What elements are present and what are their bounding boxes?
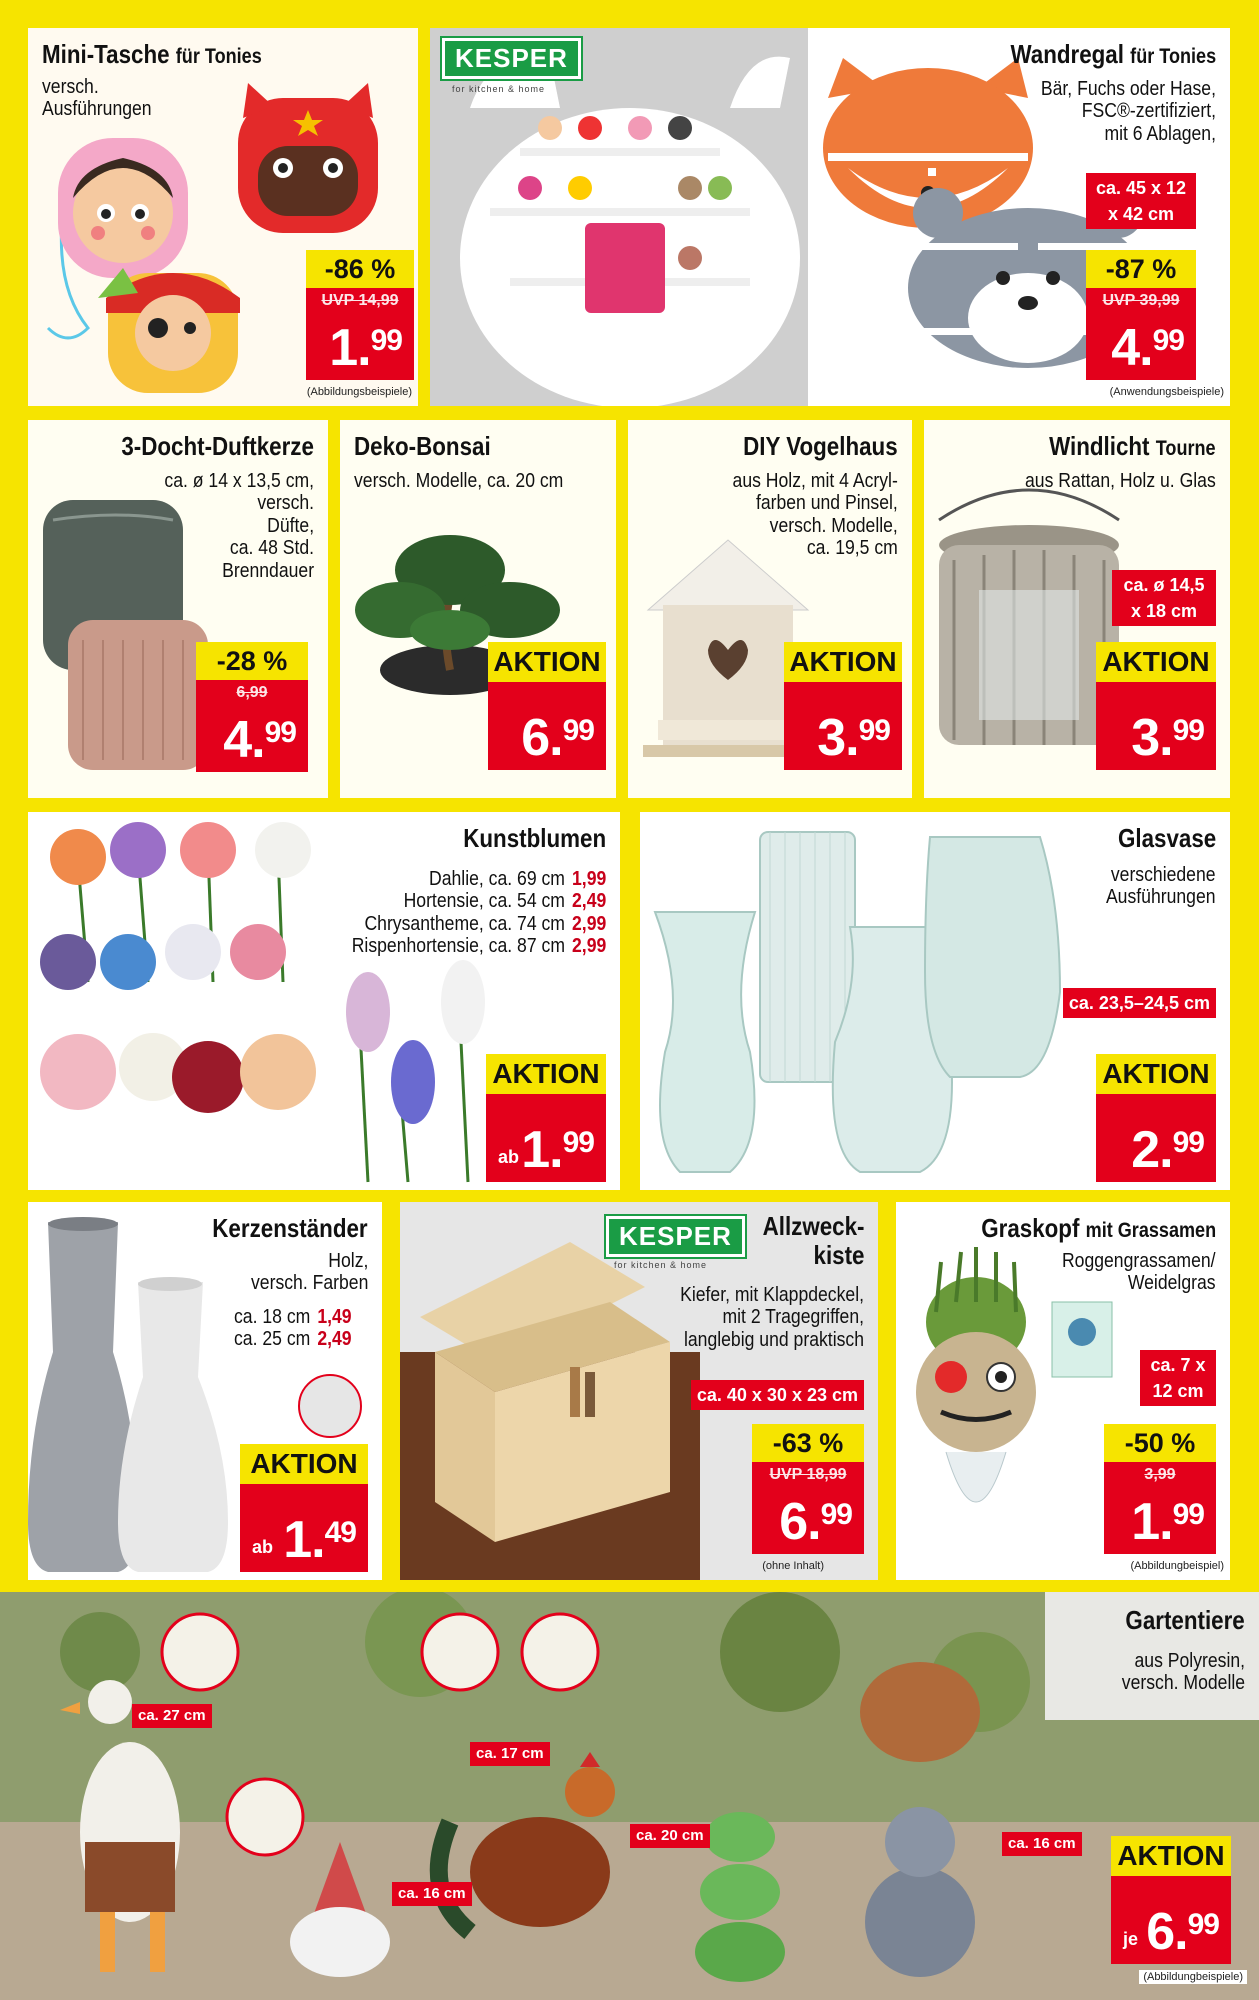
product-title: 3-Docht-Duftkerze <box>121 431 314 461</box>
price-value: 3.99 <box>817 709 890 767</box>
size-label: ca. 16 cm <box>392 1882 472 1906</box>
kesper-tagline: for kitchen & home <box>614 1260 708 1270</box>
product-desc: ca. ø 14 x 13,5 cm, versch. Düfte, ca. 48 Std. Brenndauer <box>164 470 314 582</box>
price-tag <box>488 682 606 770</box>
uvp-price: 3,99 <box>1144 1466 1176 1483</box>
product-desc: verschiedene Ausführungen <box>1106 864 1216 909</box>
product-desc: Kiefer, mit Klappdeckel, mit 2 Tragegriffen, langlebig und praktisch <box>680 1284 864 1351</box>
price-tag <box>1096 682 1216 770</box>
price-tag <box>240 1484 368 1572</box>
price-value: 6.99 <box>1146 1903 1219 1961</box>
product-title: Glasvase <box>1117 823 1216 853</box>
product-desc: versch. Ausführungen <box>42 76 152 121</box>
product-desc: aus Rattan, Holz u. Glas <box>1025 470 1216 492</box>
price-tag <box>1086 288 1196 380</box>
product-card-glasvase[interactable] <box>640 812 1230 1190</box>
product-card-windlicht[interactable] <box>924 420 1230 798</box>
price-tag <box>306 288 414 380</box>
product-card-bonsai[interactable] <box>340 420 616 798</box>
product-card-graskopf[interactable] <box>896 1202 1230 1580</box>
product-card-mini-tasche[interactable] <box>28 28 418 406</box>
product-card-kunstblumen[interactable] <box>28 812 620 1190</box>
list-item: Dahlie, ca. 69 cm 1,99 <box>428 868 606 890</box>
discount-badge: -87 % <box>1086 250 1196 288</box>
discount-badge: -86 % <box>306 250 414 288</box>
footnote: (Abbildungbeispiel) <box>1130 1560 1224 1572</box>
kesper-logo: KESPER <box>442 38 581 79</box>
product-card-vogelhaus[interactable] <box>628 420 912 798</box>
price-value: 1.99 <box>1131 1493 1204 1551</box>
price-value: 1.49 <box>283 1511 356 1569</box>
aktion-badge: AKTION <box>1111 1836 1231 1876</box>
aktion-badge: AKTION <box>1096 642 1216 682</box>
aktion-badge: AKTION <box>488 642 606 682</box>
footnote: (Anwendungsbeispiele) <box>1109 386 1224 398</box>
size-badge: ca. 45 x 12 x 42 cm <box>1086 173 1196 229</box>
product-card-wandregal[interactable] <box>808 28 1230 406</box>
product-desc: aus Holz, mit 4 Acryl- farben und Pinsel, versch. Modelle, ca. 19,5 cm <box>732 470 898 560</box>
price-prefix: ab <box>252 1537 274 1557</box>
price-value: 3.99 <box>1131 709 1204 767</box>
price-tag <box>784 682 902 770</box>
footnote: (ohne Inhalt) <box>762 1560 824 1572</box>
list-item: Chrysantheme, ca. 74 cm 2,99 <box>364 912 606 935</box>
aktion-badge: AKTION <box>1096 1054 1216 1094</box>
product-title: Kerzenständer <box>212 1213 368 1243</box>
product-title: Gartentiere <box>1125 1605 1245 1635</box>
product-card-allzweckkiste[interactable] <box>400 1202 878 1580</box>
uvp-price: UVP 39,99 <box>1102 292 1180 309</box>
price-tag <box>752 1462 864 1554</box>
product-desc: versch. Modelle, ca. 20 cm <box>354 470 564 492</box>
price-list <box>234 1306 352 1351</box>
aktion-badge: AKTION <box>486 1054 606 1094</box>
size-label: ca. 20 cm <box>630 1824 710 1848</box>
price-tag <box>1104 1462 1216 1554</box>
price-value: 6.99 <box>521 709 594 767</box>
price-tag <box>196 680 308 772</box>
size-label: ca. 27 cm <box>132 1704 212 1728</box>
size-badge: ca. 23,5–24,5 cm <box>1063 988 1216 1018</box>
product-desc: Roggengrassamen/ Weidelgras <box>1062 1250 1216 1295</box>
price-value: 1.99 <box>329 319 402 377</box>
product-card-kesper-shelf-image[interactable] <box>430 28 808 406</box>
color-swatch <box>298 1374 362 1438</box>
price-value: 2.99 <box>1131 1121 1204 1179</box>
aktion-badge: AKTION <box>784 642 902 682</box>
size-label: ca. 16 cm <box>1002 1832 1082 1856</box>
discount-badge: -28 % <box>196 642 308 680</box>
product-desc: Bär, Fuchs oder Hase, FSC®-zertifiziert, mit 6 Ablagen, <box>1040 78 1216 145</box>
product-title: Allzweck- kiste <box>762 1211 864 1271</box>
product-title: Mini-Tasche für Tonies <box>42 39 262 69</box>
product-card-duftkerze[interactable] <box>28 420 328 798</box>
size-badge: ca. 7 x 12 cm <box>1140 1350 1216 1406</box>
footnote: (Abbildungsbeispiele) <box>306 386 412 398</box>
product-title: Deko-Bonsai <box>354 431 491 461</box>
price-tag <box>486 1094 606 1182</box>
price-value: 4.99 <box>223 711 296 769</box>
uvp-price: 6,99 <box>236 684 268 701</box>
uvp-price: UVP 14,99 <box>321 292 399 309</box>
list-item: Hortensie, ca. 54 cm 2,49 <box>403 890 606 913</box>
product-card-gartentiere[interactable] <box>0 1592 1259 2000</box>
price-value: 4.99 <box>1111 319 1184 377</box>
product-desc: aus Polyresin, versch. Modelle <box>1121 1650 1245 1695</box>
size-label: ca. 17 cm <box>470 1742 550 1766</box>
product-card-kerzenstaender[interactable] <box>28 1202 382 1580</box>
list-item: ca. 25 cm 2,49 <box>234 1328 352 1351</box>
product-title: Windlicht Tourne <box>1049 431 1216 461</box>
price-tag <box>1096 1094 1216 1182</box>
product-title: Kunstblumen <box>463 823 606 853</box>
price-prefix: ab <box>498 1147 520 1167</box>
kesper-logo: KESPER <box>606 1216 745 1257</box>
size-badge: ca. ø 14,5 x 18 cm <box>1112 570 1216 626</box>
price-value: 1.99 <box>521 1121 594 1179</box>
price-prefix: je <box>1123 1929 1139 1949</box>
price-value: 6.99 <box>779 1493 852 1551</box>
uvp-price: UVP 18,99 <box>769 1466 847 1483</box>
kesper-tagline: for kitchen & home <box>452 84 546 94</box>
product-title: DIY Vogelhaus <box>743 431 898 461</box>
discount-badge: -50 % <box>1104 1424 1216 1462</box>
aktion-badge: AKTION <box>240 1444 368 1484</box>
price-tag <box>1111 1876 1231 1964</box>
price-list <box>351 868 606 958</box>
size-badge: ca. 40 x 30 x 23 cm <box>691 1380 864 1410</box>
list-item: Rispenhortensie, ca. 87 cm 2,99 <box>351 935 606 958</box>
footnote: (Abbildungbeispiele) <box>1139 1970 1247 1984</box>
product-desc: Holz, versch. Farben <box>250 1250 368 1295</box>
list-item: ca. 18 cm 1,49 <box>234 1306 352 1328</box>
product-title: Wandregal für Tonies <box>1010 39 1216 69</box>
discount-badge: -63 % <box>752 1424 864 1462</box>
product-title: Graskopf mit Grassamen <box>981 1213 1216 1243</box>
